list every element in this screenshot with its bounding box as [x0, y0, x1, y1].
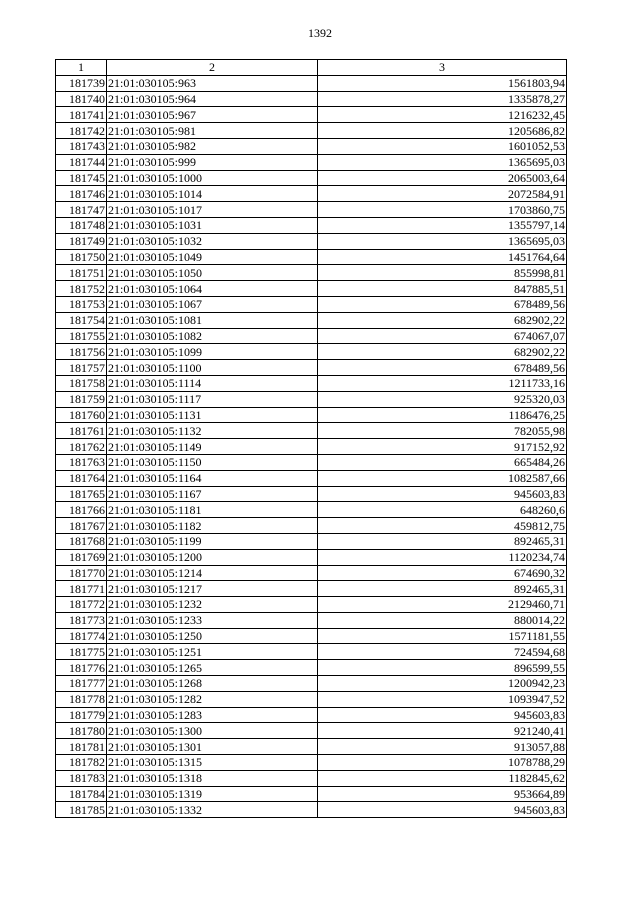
row-number-cell: 181761	[56, 423, 107, 439]
value-cell: 1355797,14	[318, 217, 567, 233]
table-row	[56, 644, 567, 660]
row-number-cell: 181768	[56, 533, 107, 549]
cadastral-number-cell: 21:01:030105:1283	[107, 707, 318, 723]
table-row	[56, 533, 567, 549]
row-number-cell: 181772	[56, 597, 107, 613]
value-cell: 953664,89	[318, 786, 567, 802]
cadastral-number-cell: 21:01:030105:1319	[107, 786, 318, 802]
table-row	[56, 123, 567, 139]
cadastral-number-cell: 21:01:030105:1067	[107, 296, 318, 312]
row-number-cell: 181758	[56, 375, 107, 391]
cadastral-number-cell: 21:01:030105:963	[107, 75, 318, 91]
row-number-cell: 181785	[56, 802, 107, 818]
value-cell: 678489,56	[318, 360, 567, 376]
cadastral-number-cell: 21:01:030105:1100	[107, 360, 318, 376]
cadastral-number-cell: 21:01:030105:1251	[107, 644, 318, 660]
row-number-cell: 181767	[56, 518, 107, 534]
row-number-cell: 181741	[56, 107, 107, 123]
row-number-cell: 181780	[56, 723, 107, 739]
value-cell: 1186476,25	[318, 407, 567, 423]
value-cell: 1216232,45	[318, 107, 567, 123]
value-cell: 1365695,03	[318, 233, 567, 249]
cadastral-number-cell: 21:01:030105:1000	[107, 170, 318, 186]
value-cell: 855998,81	[318, 265, 567, 281]
row-number-cell: 181740	[56, 91, 107, 107]
value-cell: 674067,07	[318, 328, 567, 344]
table-row	[56, 628, 567, 644]
row-number-cell: 181776	[56, 660, 107, 676]
cadastral-number-cell: 21:01:030105:1315	[107, 755, 318, 771]
value-cell: 1205686,82	[318, 123, 567, 139]
value-cell: 1451764,64	[318, 249, 567, 265]
row-number-cell: 181739	[56, 75, 107, 91]
table-row	[56, 660, 567, 676]
table-row	[56, 423, 567, 439]
cadastral-number-cell: 21:01:030105:1150	[107, 454, 318, 470]
row-number-cell: 181763	[56, 454, 107, 470]
value-cell: 1093947,52	[318, 691, 567, 707]
table-row	[56, 249, 567, 265]
cadastral-number-cell: 21:01:030105:1232	[107, 597, 318, 613]
row-number-cell: 181771	[56, 581, 107, 597]
value-cell: 682902,22	[318, 312, 567, 328]
row-number-cell: 181783	[56, 770, 107, 786]
cadastral-number-cell: 21:01:030105:1017	[107, 202, 318, 218]
value-cell: 945603,83	[318, 486, 567, 502]
cadastral-number-cell: 21:01:030105:1064	[107, 281, 318, 297]
cadastral-number-cell: 21:01:030105:1214	[107, 565, 318, 581]
value-cell: 917152,92	[318, 439, 567, 455]
row-number-cell: 181762	[56, 439, 107, 455]
row-number-cell: 181777	[56, 676, 107, 692]
table-row	[56, 597, 567, 613]
cadastral-number-cell: 21:01:030105:1268	[107, 676, 318, 692]
column-header-2: 2	[107, 60, 318, 76]
cadastral-number-cell: 21:01:030105:1301	[107, 739, 318, 755]
table-row	[56, 707, 567, 723]
row-number-cell: 181750	[56, 249, 107, 265]
row-number-cell: 181764	[56, 470, 107, 486]
table-row	[56, 170, 567, 186]
page-number: 1392	[308, 26, 332, 40]
table-row	[56, 581, 567, 597]
row-number-cell: 181760	[56, 407, 107, 423]
row-number-cell: 181751	[56, 265, 107, 281]
value-cell: 682902,22	[318, 344, 567, 360]
cadastral-number-cell: 21:01:030105:1049	[107, 249, 318, 265]
cadastral-number-cell: 21:01:030105:999	[107, 154, 318, 170]
row-number-cell: 181775	[56, 644, 107, 660]
cadastral-number-cell: 21:01:030105:1332	[107, 802, 318, 818]
row-number-cell: 181784	[56, 786, 107, 802]
value-cell: 913057,88	[318, 739, 567, 755]
cadastral-number-cell: 21:01:030105:1031	[107, 217, 318, 233]
table-row	[56, 691, 567, 707]
cadastral-number-cell: 21:01:030105:982	[107, 138, 318, 154]
cadastral-number-cell: 21:01:030105:967	[107, 107, 318, 123]
cadastral-number-cell: 21:01:030105:1132	[107, 423, 318, 439]
table-row	[56, 407, 567, 423]
row-number-cell: 181782	[56, 755, 107, 771]
cadastral-number-cell: 21:01:030105:1233	[107, 612, 318, 628]
cadastral-number-cell: 21:01:030105:1149	[107, 439, 318, 455]
table-row	[56, 217, 567, 233]
cadastral-number-cell: 21:01:030105:1014	[107, 186, 318, 202]
row-number-cell: 181749	[56, 233, 107, 249]
value-cell: 1078788,29	[318, 755, 567, 771]
row-number-cell: 181766	[56, 502, 107, 518]
value-cell: 674690,32	[318, 565, 567, 581]
cadastral-number-cell: 21:01:030105:1081	[107, 312, 318, 328]
value-cell: 665484,26	[318, 454, 567, 470]
value-cell: 1182845,62	[318, 770, 567, 786]
cadastral-number-cell: 21:01:030105:1250	[107, 628, 318, 644]
value-cell: 1571181,55	[318, 628, 567, 644]
cadastral-number-cell: 21:01:030105:1282	[107, 691, 318, 707]
table-row	[56, 770, 567, 786]
row-number-cell: 181774	[56, 628, 107, 644]
value-cell: 945603,83	[318, 707, 567, 723]
row-number-cell: 181746	[56, 186, 107, 202]
row-number-cell: 181755	[56, 328, 107, 344]
cadastral-number-cell: 21:01:030105:964	[107, 91, 318, 107]
value-cell: 782055,98	[318, 423, 567, 439]
value-cell: 1335878,27	[318, 91, 567, 107]
value-cell: 892465,31	[318, 581, 567, 597]
cadastral-number-cell: 21:01:030105:1164	[107, 470, 318, 486]
table-row	[56, 612, 567, 628]
value-cell: 1120234,74	[318, 549, 567, 565]
row-number-cell: 181753	[56, 296, 107, 312]
table-row	[56, 233, 567, 249]
row-number-cell: 181748	[56, 217, 107, 233]
cadastral-number-cell: 21:01:030105:1117	[107, 391, 318, 407]
table-row	[56, 439, 567, 455]
value-cell: 1365695,03	[318, 154, 567, 170]
table-row	[56, 755, 567, 771]
value-cell: 648260,6	[318, 502, 567, 518]
row-number-cell: 181742	[56, 123, 107, 139]
table-row	[56, 296, 567, 312]
table-row	[56, 154, 567, 170]
cadastral-number-cell: 21:01:030105:1199	[107, 533, 318, 549]
value-cell: 1703860,75	[318, 202, 567, 218]
table-row	[56, 265, 567, 281]
value-cell: 896599,55	[318, 660, 567, 676]
table-row	[56, 91, 567, 107]
value-cell: 459812,75	[318, 518, 567, 534]
table-row	[56, 518, 567, 534]
value-cell: 724594,68	[318, 644, 567, 660]
row-number-cell: 181778	[56, 691, 107, 707]
table-row	[56, 107, 567, 123]
value-cell: 925320,03	[318, 391, 567, 407]
table-row	[56, 565, 567, 581]
row-number-cell: 181781	[56, 739, 107, 755]
row-number-cell: 181765	[56, 486, 107, 502]
table-header-row	[56, 60, 567, 76]
cadastral-number-cell: 21:01:030105:1167	[107, 486, 318, 502]
table-row	[56, 454, 567, 470]
table-row	[56, 360, 567, 376]
value-cell: 678489,56	[318, 296, 567, 312]
cadastral-number-cell: 21:01:030105:1318	[107, 770, 318, 786]
cadastral-number-cell: 21:01:030105:1131	[107, 407, 318, 423]
table-row	[56, 375, 567, 391]
cadastral-number-cell: 21:01:030105:1114	[107, 375, 318, 391]
row-number-cell: 181779	[56, 707, 107, 723]
value-cell: 847885,51	[318, 281, 567, 297]
value-cell: 2072584,91	[318, 186, 567, 202]
row-number-cell: 181754	[56, 312, 107, 328]
cadastral-number-cell: 21:01:030105:1050	[107, 265, 318, 281]
cadastral-number-cell: 21:01:030105:1082	[107, 328, 318, 344]
value-cell: 1211733,16	[318, 375, 567, 391]
table-row	[56, 312, 567, 328]
cadastral-number-cell: 21:01:030105:1181	[107, 502, 318, 518]
table-row	[56, 723, 567, 739]
value-cell: 945603,83	[318, 802, 567, 818]
row-number-cell: 181752	[56, 281, 107, 297]
row-number-cell: 181769	[56, 549, 107, 565]
value-cell: 2065003,64	[318, 170, 567, 186]
row-number-cell: 181759	[56, 391, 107, 407]
table-row	[56, 281, 567, 297]
value-cell: 1082587,66	[318, 470, 567, 486]
row-number-cell: 181745	[56, 170, 107, 186]
row-number-cell: 181773	[56, 612, 107, 628]
table-row	[56, 138, 567, 154]
table-row	[56, 549, 567, 565]
table-row	[56, 470, 567, 486]
table-row	[56, 802, 567, 818]
table-row	[56, 75, 567, 91]
cadastral-number-cell: 21:01:030105:1300	[107, 723, 318, 739]
cadastral-number-cell: 21:01:030105:1200	[107, 549, 318, 565]
cadastral-number-cell: 21:01:030105:1032	[107, 233, 318, 249]
value-cell: 1601052,53	[318, 138, 567, 154]
value-cell: 2129460,71	[318, 597, 567, 613]
table-row	[56, 328, 567, 344]
table-body	[56, 75, 567, 817]
cadastral-number-cell: 21:01:030105:1182	[107, 518, 318, 534]
value-cell: 921240,41	[318, 723, 567, 739]
column-header-3: 3	[318, 60, 567, 76]
row-number-cell: 181744	[56, 154, 107, 170]
table-row	[56, 186, 567, 202]
value-cell: 880014,22	[318, 612, 567, 628]
row-number-cell: 181756	[56, 344, 107, 360]
column-header-1: 1	[56, 60, 107, 76]
row-number-cell: 181770	[56, 565, 107, 581]
cadastral-number-cell: 21:01:030105:1217	[107, 581, 318, 597]
cadastral-number-cell: 21:01:030105:1099	[107, 344, 318, 360]
row-number-cell: 181743	[56, 138, 107, 154]
table-row	[56, 202, 567, 218]
cadastral-number-cell: 21:01:030105:981	[107, 123, 318, 139]
table-row	[56, 344, 567, 360]
cadastral-number-cell: 21:01:030105:1265	[107, 660, 318, 676]
value-cell: 1200942,23	[318, 676, 567, 692]
value-cell: 892465,31	[318, 533, 567, 549]
table-row	[56, 486, 567, 502]
table-row	[56, 676, 567, 692]
table-row	[56, 391, 567, 407]
cadastral-value-table	[55, 59, 567, 818]
value-cell: 1561803,94	[318, 75, 567, 91]
table-row	[56, 739, 567, 755]
row-number-cell: 181747	[56, 202, 107, 218]
row-number-cell: 181757	[56, 360, 107, 376]
table-row	[56, 786, 567, 802]
table-row	[56, 502, 567, 518]
